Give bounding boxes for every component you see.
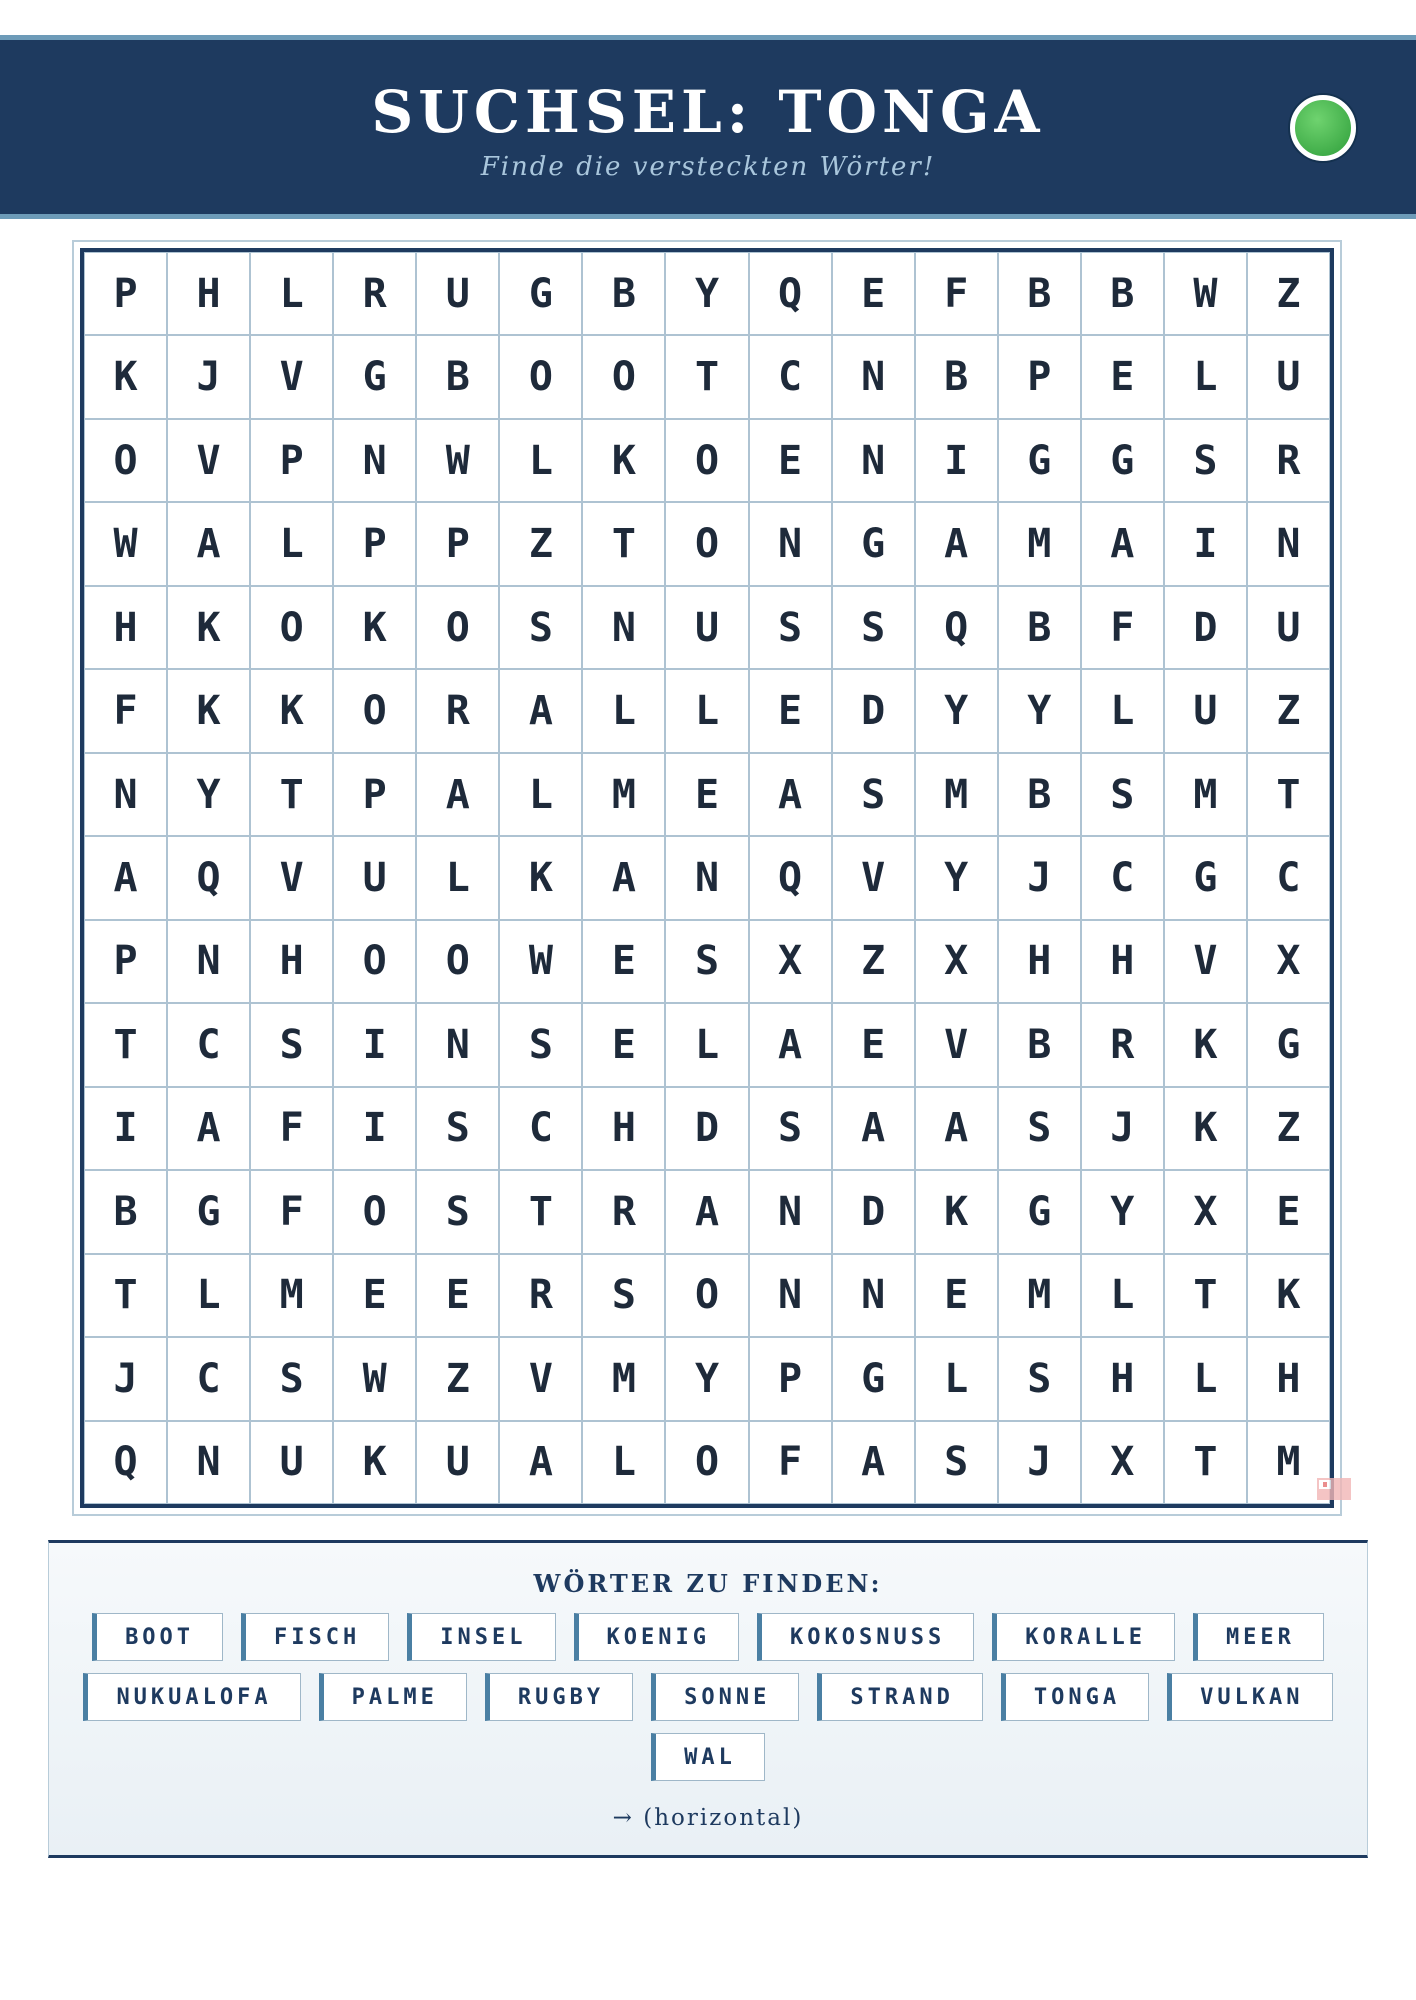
grid-cell[interactable]: A xyxy=(167,1087,250,1170)
grid-cell[interactable]: Q xyxy=(749,252,832,335)
grid-cell[interactable]: A xyxy=(832,1087,915,1170)
word-chip: MEER xyxy=(1193,1613,1324,1661)
grid-cell[interactable]: E xyxy=(915,1254,998,1337)
grid-cell[interactable]: P xyxy=(84,252,167,335)
grid-cell[interactable]: E xyxy=(749,669,832,752)
tonga-flag-icon xyxy=(1317,1478,1351,1500)
grid-cell[interactable]: E xyxy=(416,1254,499,1337)
grid-cell[interactable]: Z xyxy=(1247,669,1330,752)
grid-cell[interactable]: O xyxy=(582,335,665,418)
grid-cell[interactable]: T xyxy=(665,335,748,418)
grid-cell[interactable]: S xyxy=(832,586,915,669)
grid-cell[interactable]: S xyxy=(665,920,748,1003)
grid-cell[interactable]: A xyxy=(665,1170,748,1253)
green-circle-icon xyxy=(1290,95,1356,161)
grid-cell[interactable]: M xyxy=(1164,753,1247,836)
grid-cell[interactable]: S xyxy=(1081,753,1164,836)
grid-cell[interactable]: J xyxy=(998,836,1081,919)
grid-cell[interactable]: D xyxy=(832,669,915,752)
grid-cell[interactable]: D xyxy=(1164,586,1247,669)
grid-cell[interactable]: W xyxy=(416,419,499,502)
grid-cell[interactable]: S xyxy=(499,586,582,669)
grid-cell[interactable]: M xyxy=(582,1337,665,1420)
grid-cell[interactable]: T xyxy=(84,1003,167,1086)
grid-cell[interactable]: R xyxy=(1081,1003,1164,1086)
grid-cell[interactable]: O xyxy=(416,920,499,1003)
grid-cell[interactable]: A xyxy=(582,836,665,919)
grid-cell[interactable]: W xyxy=(499,920,582,1003)
grid-cell[interactable]: M xyxy=(250,1254,333,1337)
grid-cell[interactable]: N xyxy=(832,419,915,502)
grid-cell[interactable]: Z xyxy=(832,920,915,1003)
grid-cell[interactable]: L xyxy=(582,1421,665,1504)
grid-cell[interactable]: I xyxy=(915,419,998,502)
grid-cell[interactable]: P xyxy=(998,335,1081,418)
grid-cell[interactable]: C xyxy=(1247,836,1330,919)
grid-cell[interactable]: S xyxy=(998,1337,1081,1420)
grid-cell[interactable]: D xyxy=(832,1170,915,1253)
grid-cell[interactable]: G xyxy=(1247,1003,1330,1086)
grid-cell[interactable]: Z xyxy=(499,502,582,585)
grid-cell[interactable]: S xyxy=(250,1337,333,1420)
grid-cell[interactable]: U xyxy=(1164,669,1247,752)
grid-cell[interactable]: O xyxy=(665,1254,748,1337)
grid-cell[interactable]: P xyxy=(333,753,416,836)
grid-cell[interactable]: W xyxy=(1164,252,1247,335)
word-chip: PALME xyxy=(319,1673,467,1721)
grid-cell[interactable]: M xyxy=(915,753,998,836)
grid-cell[interactable]: Y xyxy=(915,836,998,919)
grid-cell[interactable]: V xyxy=(915,1003,998,1086)
grid-cell[interactable]: N xyxy=(1247,502,1330,585)
grid-cell[interactable]: P xyxy=(333,502,416,585)
word-chip: TONGA xyxy=(1001,1673,1149,1721)
word-chip: RUGBY xyxy=(485,1673,633,1721)
grid-cell[interactable]: L xyxy=(250,502,333,585)
grid-cell[interactable]: N xyxy=(167,920,250,1003)
grid-cell[interactable]: V xyxy=(832,836,915,919)
grid-cell[interactable]: T xyxy=(1164,1421,1247,1504)
grid-cell[interactable]: O xyxy=(84,419,167,502)
grid-cell[interactable]: O xyxy=(665,502,748,585)
grid-cell[interactable]: X xyxy=(915,920,998,1003)
grid-cell[interactable]: S xyxy=(749,1087,832,1170)
grid-cell[interactable]: W xyxy=(333,1337,416,1420)
grid-cell[interactable]: R xyxy=(333,252,416,335)
grid-cell[interactable]: A xyxy=(915,502,998,585)
grid-cell[interactable]: N xyxy=(167,1421,250,1504)
grid-cell[interactable]: U xyxy=(250,1421,333,1504)
grid-cell[interactable]: A xyxy=(915,1087,998,1170)
word-chip: VULKAN xyxy=(1167,1673,1332,1721)
grid-cell[interactable]: A xyxy=(499,1421,582,1504)
grid-cell[interactable]: J xyxy=(1081,1087,1164,1170)
grid-cell[interactable]: K xyxy=(915,1170,998,1253)
grid-cell[interactable]: E xyxy=(749,419,832,502)
grid-cell[interactable]: Z xyxy=(1247,252,1330,335)
grid-cell[interactable]: J xyxy=(84,1337,167,1420)
grid-cell[interactable]: B xyxy=(582,252,665,335)
grid-cell[interactable]: S xyxy=(416,1170,499,1253)
grid-cell[interactable]: Z xyxy=(1247,1087,1330,1170)
grid-cell[interactable]: X xyxy=(749,920,832,1003)
grid-cell[interactable]: L xyxy=(416,836,499,919)
word-chip: STRAND xyxy=(817,1673,982,1721)
word-chip: WAL xyxy=(651,1733,765,1781)
word-chip: INSEL xyxy=(407,1613,555,1661)
grid-cell[interactable]: G xyxy=(333,335,416,418)
grid-cell[interactable]: C xyxy=(749,335,832,418)
grid-cell[interactable]: H xyxy=(998,920,1081,1003)
grid-cell[interactable]: K xyxy=(582,419,665,502)
grid-cell[interactable]: N xyxy=(832,1254,915,1337)
grid-cell[interactable]: E xyxy=(832,1003,915,1086)
grid-cell[interactable]: F xyxy=(250,1170,333,1253)
grid-cell[interactable]: A xyxy=(167,502,250,585)
grid-cell[interactable]: I xyxy=(333,1003,416,1086)
grid-cell[interactable]: O xyxy=(333,920,416,1003)
grid-cell[interactable]: L xyxy=(665,669,748,752)
grid-cell[interactable]: C xyxy=(499,1087,582,1170)
grid-cell[interactable]: E xyxy=(1247,1170,1330,1253)
grid-cell[interactable]: G xyxy=(1081,419,1164,502)
grid-cell[interactable]: N xyxy=(582,586,665,669)
grid-cell[interactable]: A xyxy=(749,753,832,836)
grid-cell[interactable]: G xyxy=(1164,836,1247,919)
grid-cell[interactable]: S xyxy=(832,753,915,836)
grid-cell[interactable]: M xyxy=(998,502,1081,585)
grid-cell[interactable]: A xyxy=(1081,502,1164,585)
grid-cell[interactable]: M xyxy=(582,753,665,836)
grid-cell[interactable]: S xyxy=(499,1003,582,1086)
grid-cell[interactable]: C xyxy=(1081,836,1164,919)
word-list-panel xyxy=(48,1540,1368,1858)
grid-cell[interactable]: X xyxy=(1164,1170,1247,1253)
grid-cell[interactable]: E xyxy=(333,1254,416,1337)
grid-cell[interactable]: O xyxy=(665,419,748,502)
grid-cell[interactable]: O xyxy=(250,586,333,669)
grid-cell[interactable]: L xyxy=(499,419,582,502)
grid-cell[interactable]: H xyxy=(1081,920,1164,1003)
word-chip: KORALLE xyxy=(992,1613,1175,1661)
grid-cell[interactable]: F xyxy=(749,1421,832,1504)
grid-cell[interactable]: N xyxy=(84,753,167,836)
grid-cell[interactable]: B xyxy=(998,1003,1081,1086)
grid-cell[interactable]: U xyxy=(1247,586,1330,669)
grid-cell[interactable]: K xyxy=(1164,1003,1247,1086)
grid-cell[interactable]: O xyxy=(499,335,582,418)
grid-cell[interactable]: Y xyxy=(915,669,998,752)
grid-cell[interactable]: K xyxy=(167,669,250,752)
grid-cell[interactable]: V xyxy=(1164,920,1247,1003)
grid-cell[interactable]: E xyxy=(582,920,665,1003)
grid-cell[interactable]: O xyxy=(665,1421,748,1504)
grid-cell[interactable]: F xyxy=(915,252,998,335)
grid-cell[interactable]: C xyxy=(167,1337,250,1420)
puzzle-grid-border xyxy=(80,248,1334,1508)
grid-cell[interactable]: R xyxy=(416,669,499,752)
grid-cell[interactable]: Q xyxy=(915,586,998,669)
grid-cell[interactable]: S xyxy=(915,1421,998,1504)
grid-cell[interactable]: A xyxy=(832,1421,915,1504)
grid-cell[interactable]: T xyxy=(582,502,665,585)
grid-cell[interactable]: O xyxy=(333,669,416,752)
word-chip: KOKOSNUSS xyxy=(757,1613,974,1661)
grid-cell[interactable]: S xyxy=(749,586,832,669)
grid-cell[interactable]: T xyxy=(1247,753,1330,836)
grid-cell[interactable]: N xyxy=(749,502,832,585)
word-list xyxy=(69,1613,1347,1781)
grid-cell[interactable]: L xyxy=(1081,669,1164,752)
grid-cell[interactable]: G xyxy=(832,502,915,585)
grid-cell[interactable]: L xyxy=(665,1003,748,1086)
grid-cell[interactable]: N xyxy=(832,335,915,418)
word-chip: KOENIG xyxy=(574,1613,739,1661)
grid-cell[interactable]: U xyxy=(333,836,416,919)
grid-cell[interactable]: L xyxy=(582,669,665,752)
grid-cell[interactable]: I xyxy=(1164,502,1247,585)
grid-cell[interactable]: K xyxy=(1247,1254,1330,1337)
grid-cell[interactable]: H xyxy=(1081,1337,1164,1420)
grid-cell[interactable]: P xyxy=(84,920,167,1003)
grid-cell[interactable]: Y xyxy=(998,669,1081,752)
word-list-title: WÖRTER ZU FINDEN: xyxy=(533,1569,883,1598)
grid-cell[interactable]: S xyxy=(1164,419,1247,502)
grid-cell[interactable]: G xyxy=(499,252,582,335)
grid-cell[interactable]: S xyxy=(250,1003,333,1086)
grid-cell[interactable]: T xyxy=(1164,1254,1247,1337)
grid-cell[interactable]: P xyxy=(250,419,333,502)
grid-cell[interactable]: N xyxy=(749,1170,832,1253)
grid-cell[interactable]: B xyxy=(1081,252,1164,335)
grid-cell[interactable]: K xyxy=(333,586,416,669)
grid-cell[interactable]: A xyxy=(84,836,167,919)
grid-cell[interactable]: K xyxy=(250,669,333,752)
grid-cell[interactable]: C xyxy=(167,1003,250,1086)
grid-cell[interactable]: F xyxy=(84,669,167,752)
grid-cell[interactable]: Q xyxy=(749,836,832,919)
page-title: SUCHSEL: TONGA xyxy=(371,78,1045,146)
grid-cell[interactable]: G xyxy=(167,1170,250,1253)
grid-cell[interactable]: B xyxy=(84,1170,167,1253)
grid-cell[interactable]: V xyxy=(250,335,333,418)
grid-cell[interactable]: I xyxy=(333,1087,416,1170)
grid-cell[interactable]: V xyxy=(499,1337,582,1420)
grid-cell[interactable]: N xyxy=(749,1254,832,1337)
grid-cell[interactable]: P xyxy=(749,1337,832,1420)
grid-cell[interactable]: S xyxy=(582,1254,665,1337)
grid-cell[interactable]: N xyxy=(333,419,416,502)
puzzle-grid-frame xyxy=(72,240,1342,1516)
grid-cell[interactable]: J xyxy=(167,335,250,418)
grid-cell[interactable]: I xyxy=(84,1087,167,1170)
grid-cell[interactable]: B xyxy=(998,586,1081,669)
grid-cell[interactable]: R xyxy=(499,1254,582,1337)
grid-cell[interactable]: R xyxy=(1247,419,1330,502)
grid-cell[interactable]: U xyxy=(665,586,748,669)
grid-cell[interactable]: M xyxy=(998,1254,1081,1337)
grid-cell[interactable]: K xyxy=(84,335,167,418)
grid-cell[interactable]: W xyxy=(84,502,167,585)
grid-cell[interactable]: L xyxy=(250,252,333,335)
grid-cell[interactable]: E xyxy=(832,252,915,335)
grid-cell[interactable]: V xyxy=(250,836,333,919)
grid-cell[interactable]: U xyxy=(1247,335,1330,418)
grid-cell[interactable]: A xyxy=(749,1003,832,1086)
grid-cell[interactable]: E xyxy=(1081,335,1164,418)
grid-cell[interactable]: N xyxy=(416,1003,499,1086)
grid-cell[interactable]: L xyxy=(1164,1337,1247,1420)
grid-cell[interactable]: A xyxy=(499,669,582,752)
grid-cell[interactable]: K xyxy=(333,1421,416,1504)
grid-cell[interactable]: J xyxy=(998,1421,1081,1504)
grid-cell[interactable]: Z xyxy=(416,1337,499,1420)
grid-cell[interactable]: H xyxy=(1247,1337,1330,1420)
grid-cell[interactable]: B xyxy=(998,252,1081,335)
grid-cell[interactable]: T xyxy=(499,1170,582,1253)
grid-cell[interactable]: Y xyxy=(1081,1170,1164,1253)
grid-cell[interactable]: K xyxy=(1164,1087,1247,1170)
grid-cell[interactable]: D xyxy=(665,1087,748,1170)
grid-cell[interactable]: G xyxy=(998,419,1081,502)
grid-cell[interactable]: H xyxy=(84,586,167,669)
grid-cell[interactable]: B xyxy=(915,335,998,418)
grid-cell[interactable]: S xyxy=(416,1087,499,1170)
word-chip: FISCH xyxy=(241,1613,389,1661)
grid-cell[interactable]: H xyxy=(582,1087,665,1170)
grid-cell[interactable]: L xyxy=(1164,335,1247,418)
grid-cell[interactable]: L xyxy=(1081,1254,1164,1337)
word-chip: SONNE xyxy=(651,1673,799,1721)
direction-hint: → (horizontal) xyxy=(612,1805,804,1831)
grid-cell[interactable]: N xyxy=(665,836,748,919)
grid-cell[interactable]: A xyxy=(416,753,499,836)
grid-cell[interactable]: O xyxy=(333,1170,416,1253)
grid-cell[interactable]: Q xyxy=(84,1421,167,1504)
word-chip: NUKUALOFA xyxy=(83,1673,300,1721)
grid-cell[interactable]: U xyxy=(416,1421,499,1504)
grid-cell[interactable]: B xyxy=(416,335,499,418)
page-subtitle: Finde die versteckten Wörter! xyxy=(480,152,936,182)
grid-cell[interactable]: X xyxy=(1081,1421,1164,1504)
grid-cell[interactable]: F xyxy=(250,1087,333,1170)
grid-cell[interactable]: Y xyxy=(665,252,748,335)
grid-cell[interactable]: R xyxy=(582,1170,665,1253)
letter-grid xyxy=(84,252,1330,1504)
grid-cell[interactable]: Y xyxy=(665,1337,748,1420)
grid-cell[interactable]: L xyxy=(499,753,582,836)
header-banner xyxy=(0,35,1416,219)
grid-cell[interactable]: O xyxy=(416,586,499,669)
grid-cell[interactable]: X xyxy=(1247,920,1330,1003)
grid-cell[interactable]: S xyxy=(998,1087,1081,1170)
grid-cell[interactable]: Y xyxy=(167,753,250,836)
grid-cell[interactable]: G xyxy=(998,1170,1081,1253)
grid-cell[interactable]: L xyxy=(915,1337,998,1420)
grid-cell[interactable]: G xyxy=(832,1337,915,1420)
grid-cell[interactable]: K xyxy=(499,836,582,919)
word-chip: BOOT xyxy=(92,1613,223,1661)
grid-cell[interactable]: Q xyxy=(167,836,250,919)
grid-cell[interactable]: H xyxy=(167,252,250,335)
grid-cell[interactable]: T xyxy=(250,753,333,836)
grid-cell[interactable]: M xyxy=(1247,1421,1330,1504)
grid-cell[interactable]: L xyxy=(167,1254,250,1337)
grid-cell[interactable]: H xyxy=(250,920,333,1003)
grid-cell[interactable]: K xyxy=(167,586,250,669)
grid-cell[interactable]: U xyxy=(416,252,499,335)
grid-cell[interactable]: B xyxy=(998,753,1081,836)
grid-cell[interactable]: V xyxy=(167,419,250,502)
grid-cell[interactable]: F xyxy=(1081,586,1164,669)
grid-cell[interactable]: P xyxy=(416,502,499,585)
grid-cell[interactable]: E xyxy=(665,753,748,836)
grid-cell[interactable]: T xyxy=(84,1254,167,1337)
grid-cell[interactable]: E xyxy=(582,1003,665,1086)
